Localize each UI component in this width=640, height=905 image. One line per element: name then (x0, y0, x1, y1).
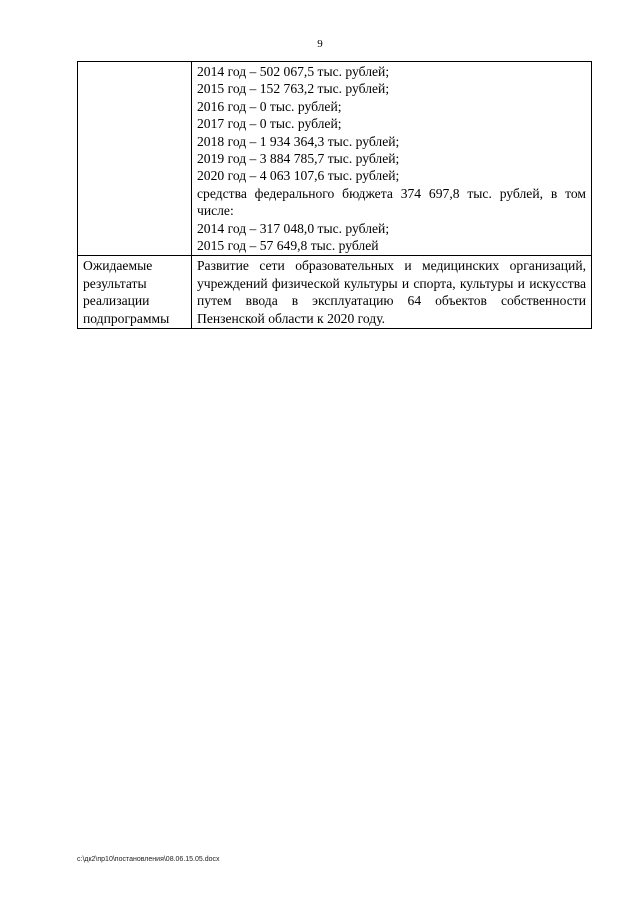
financing-cell (192, 62, 592, 256)
expected-results-text: Развитие сети образовательных и медицинских организаций, учреждений физической культуры и спорта, культуры и искусства путем ввода в эксплуатацию 64 объектов собственности Пензенской области к 2020 году. (197, 258, 586, 326)
federal-budget-text: средства федерального бюджета 374 697,8 тыс. рублей, в том числе: (197, 185, 586, 219)
table-row-expected-results (78, 256, 592, 329)
financing-line-2014: 2014 год – 502 067,5 тыс. рублей; (197, 64, 390, 79)
financing-line-2019: 2019 год – 3 884 785,7 тыс. рублей; (197, 151, 400, 167)
financing-line-2017: 2017 год – 0 тыс. рублей; (197, 116, 342, 132)
document-footer-path: c:\дк2\пр10\постановления\08.06.15.05.docx (77, 856, 220, 863)
federal-line-2015: 2015 год – 57 649,8 тыс. рублей (197, 238, 379, 254)
expected-results-cell (192, 256, 592, 329)
federal-line-2014: 2014 год – 317 048,0 тыс. рублей; (197, 220, 390, 236)
financing-line-2018: 2018 год – 1 934 364,3 тыс. рублей; (197, 133, 400, 149)
table-row-financing (78, 62, 592, 256)
financing-line-2020: 2020 год – 4 063 107,6 тыс. рублей; (197, 168, 400, 184)
page-number: 9 (317, 38, 323, 50)
financing-line-2015: 2015 год – 152 763,2 тыс. рублей; (197, 81, 390, 97)
row-label-empty (78, 62, 192, 256)
expected-results-label: Ожидаемые результаты реализации подпрограммы (78, 256, 192, 329)
program-passport-table (77, 61, 592, 329)
financing-line-2016: 2016 год – 0 тыс. рублей; (197, 98, 342, 114)
